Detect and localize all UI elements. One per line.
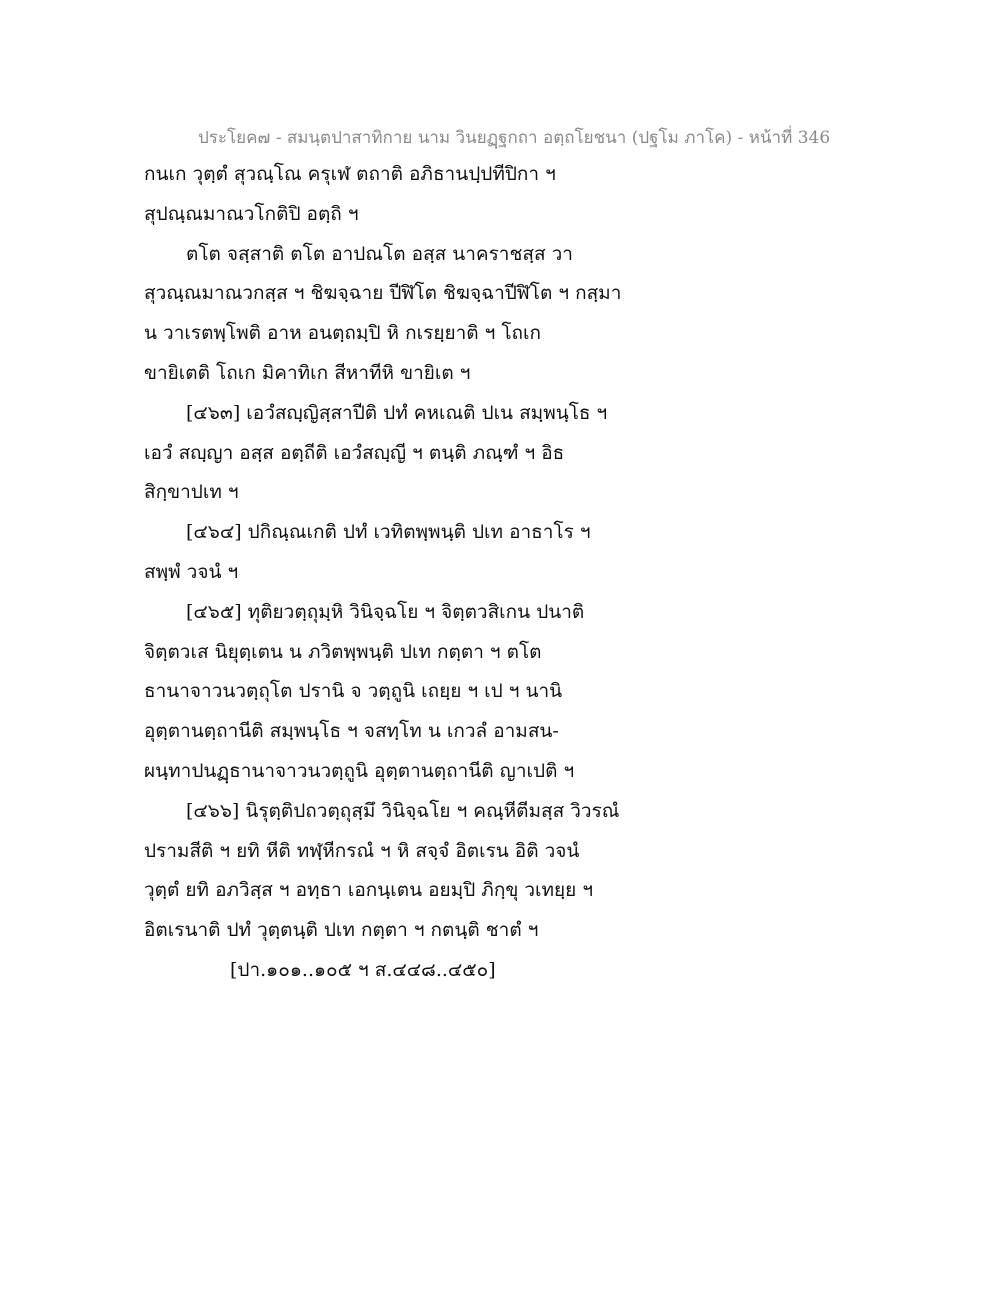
text-line: ธานาจาวนวตฺถุโต ปรานิ จ วตฺถูนิ เถยฺย ฯ เป ฯ นานิ [144, 680, 563, 703]
text-line: สพฺพํ วจนํ ฯ [144, 560, 239, 583]
text-line: ปรามสีติ ฯ ยทิ หีติ ทฬฺหีกรณํ ฯ หิ สจฺจํ อิตเรน อิติ วจนํ [144, 839, 580, 862]
text-line: อิตเรนาติ ปทํ วุตฺตนฺติ ปเท กตฺตา ฯ กตนฺติ ชาตํ ฯ [144, 919, 539, 942]
paragraph-start-line: [๔๖๓] เอวํสญฺญิสฺสาปีติ ปทํ คหเณติ ปเน สมฺพนฺโธ ฯ [186, 401, 608, 424]
text-line: ผนฺทาปนฏฺธานาจาวนวตฺถูนิ อุตฺตานตฺถานีติ ญาเปติ ฯ [144, 759, 575, 782]
body-text [144, 160, 904, 996]
text-line: สุปณฺณมาณวโกติปิ อตฺถิ ฯ [144, 202, 359, 225]
text-line: จิตฺตวเส นิยุตฺเตน น ภวิตพฺพนฺติ ปเท กตฺตา ฯ ตโต [144, 640, 542, 663]
running-header: ประโยค๗ - สมนฺตปาสาทิกาย นาม วินยฏฺฐกถา อตฺถโยชนา (ปฐโม ภาโค) - หน้าที่ 346 [198, 128, 831, 148]
paragraph-start-line: [๔๖๕] ทุติยวตฺถุมฺหิ วินิจฺฉโย ฯ จิตฺตวสิเกน ปนาติ [186, 600, 585, 623]
text-line: ขายิเตติ โถเก มิคาทิเก สีหาทีหิ ขายิเต ฯ [144, 361, 471, 384]
text-line: อุตฺตานตฺถานีติ สมฺพนฺโธ ฯ จสทฺโท น เกวลํ อามสน- [144, 720, 559, 743]
text-line: เอวํ สญฺญา อสฺส อตฺถีติ เอวํสญฺญี ฯ ตนฺติ ภณฺฑํ ฯ อิธ [144, 441, 565, 464]
text-line: สิกฺขาปเท ฯ [144, 481, 239, 504]
text-line: น วาเรตพฺโพติ อาห อนตฺถมฺปิ หิ กเรยฺยาติ ฯ โถเก [144, 322, 542, 345]
paragraph-start-line: [๔๖๔] ปกิณฺณเกติ ปทํ เวทิตพฺพนฺติ ปเท อาธาโร ฯ [186, 521, 591, 544]
text-line: สุวณฺณมาณวกสฺส ฯ ชิฆจฺฉาย ปีฬิโต ชิฆจฺฉาปีฬิโต ฯ กสฺมา [144, 282, 622, 305]
paragraph-start-line: [๔๖๖] นิรุตฺติปถวตฺถุสฺมึ วินิจฺฉโย ฯ คณฺหีตีมสฺส วิวรณํ [186, 799, 620, 822]
text-line: วุตฺตํ ยทิ อภวิสฺส ฯ อทฺธา เอกนฺเตน อยมฺปิ ภิกฺขุ วเทยฺย ฯ [144, 879, 594, 902]
paragraph-start-line: ตโต จสฺสาติ ตโต อาปณโต อสฺส นาคราชสฺส วา [186, 242, 573, 265]
text-line: กนเก วุตฺตํ สุวณฺโณ ครุเฬ ตถาติ อภิธานปฺปทีปิกา ฯ [144, 163, 556, 185]
reference-note: [ปา.๑๐๑..๑๐๕ ฯ ส.๔๔๘..๔๕๐] [230, 958, 496, 981]
